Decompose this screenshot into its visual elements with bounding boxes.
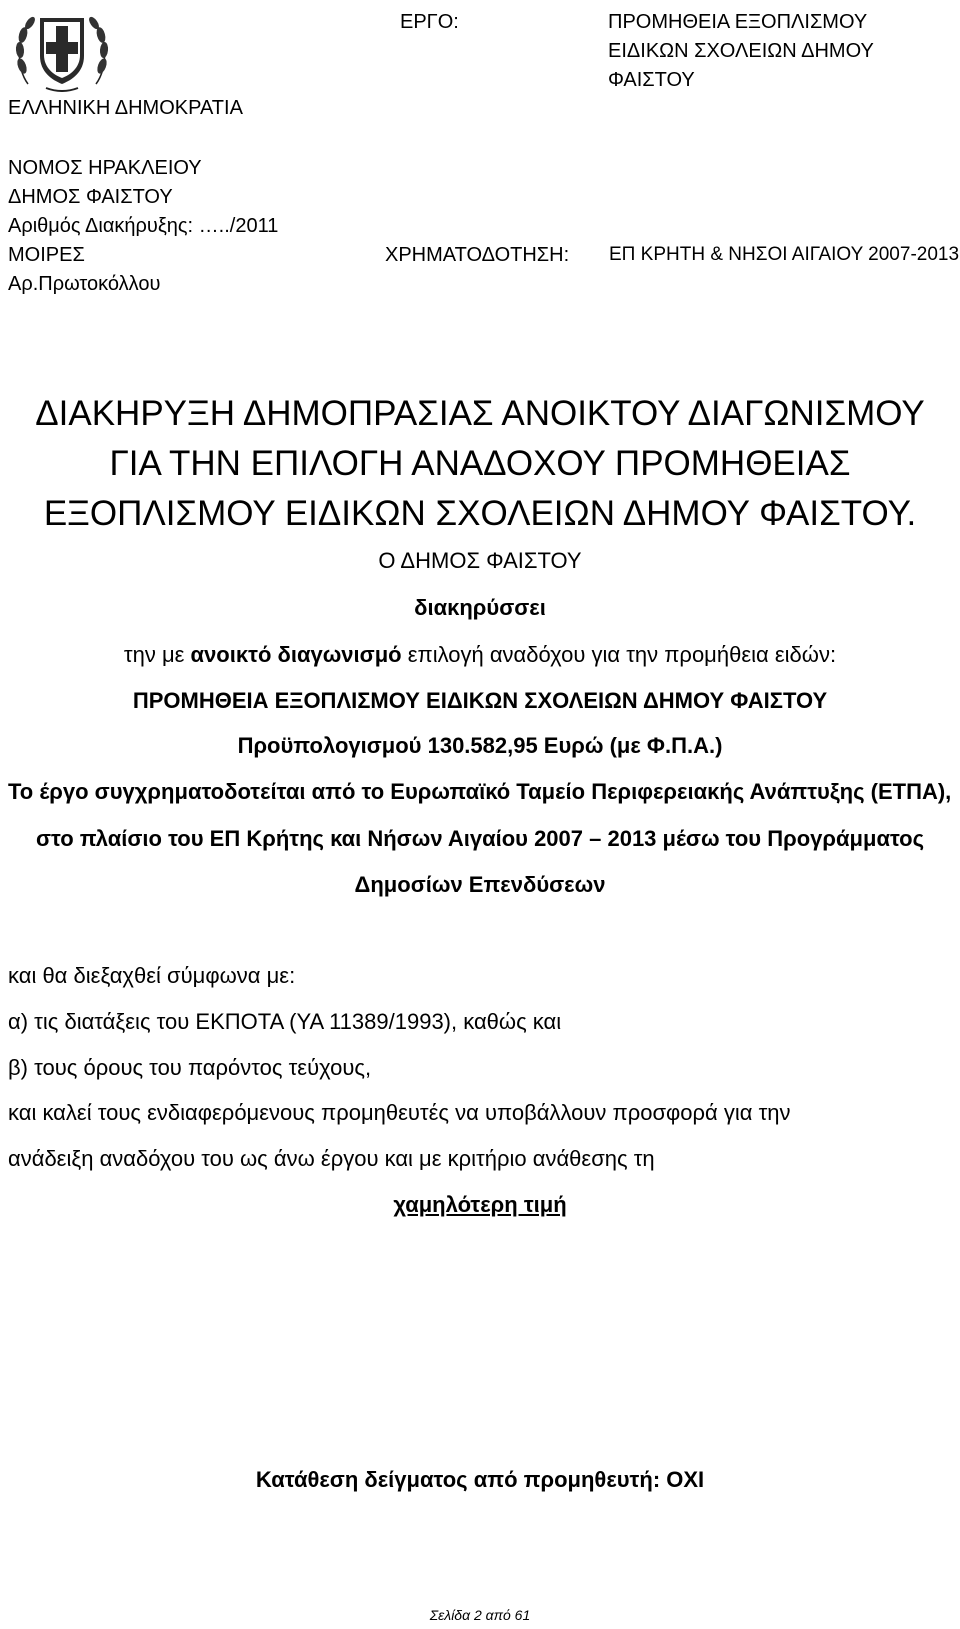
intro-post: επιλογή αναδόχου για την προμήθεια ειδών: <box>401 642 837 667</box>
funding-label: ΧΡΗΜΑΤΟΔΟΤΗΣΗ: <box>385 244 570 266</box>
issuer: Ο ΔΗΜΟΣ ΦΑΙΣΤΟΥ <box>378 548 582 573</box>
page-number: Σελίδα 2 από 61 <box>429 1607 531 1623</box>
title-line-3: ΕΞΟΠΛΙΣΜΟΥ ΕΙΔΙΚΩΝ ΣΧΟΛΕΙΩΝ ΔΗΜΟΥ ΦΑΙΣΤΟΥ. <box>43 494 917 533</box>
cofunding-line-1: Το έργο συγχρηματοδοτείται από το Ευρωπαϊκό Ταμείο Περιφερειακής Ανάπτυξης (ΕΤΠΑ), <box>8 779 952 804</box>
title-line-2: ΓΙΑ ΤΗΝ ΕΠΙΛΟΓΗ ΑΝΑΔΟΧΟΥ ΠΡΟΜΗΘΕΙΑΣ <box>109 444 851 483</box>
intro-text <box>0 640 960 669</box>
item-b: β) τους όρους του παρόντος τεύχους, <box>8 1055 372 1080</box>
budget: Προϋπολογισμού 130.582,95 Ευρώ (με Φ.Π.Α.) <box>237 733 723 758</box>
invite-line-1: και καλεί τους ενδιαφερόμενους προμηθευτές να υποβάλλουν προσφορά για την <box>8 1100 791 1125</box>
project-line-1: ΠΡΟΜΗΘΕΙΑ ΕΞΟΠΛΙΣΜΟΥ <box>608 11 868 33</box>
place-name: ΜΟΙΡΕΣ <box>8 244 85 266</box>
prefecture-name: ΝΟΜΟΣ ΗΡΑΚΛΕΙΟΥ <box>8 157 202 179</box>
project-line-2: ΕΙΔΙΚΩΝ ΣΧΟΛΕΙΩΝ ΔΗΜΟΥ <box>608 40 874 62</box>
protocol-number: Αρ.Πρωτοκόλλου <box>8 273 161 295</box>
supply-title: ΠΡΟΜΗΘΕΙΑ ΕΞΟΠΛΙΣΜΟΥ ΕΙΔΙΚΩΝ ΣΧΟΛΕΙΩΝ ΔΗΜΟΥ ΦΑΙΣΤΟΥ <box>132 688 828 713</box>
municipality-name: ΔΗΜΟΣ ΦΑΙΣΤΟΥ <box>8 186 173 208</box>
cofunding-line-2: στο πλαίσιο του ΕΠ Κρήτης και Νήσων Αιγαίου 2007 – 2013 μέσω του Προγράμματος <box>35 826 925 851</box>
funding-value: ΕΠ ΚΡΗΤΗ & ΝΗΣΟΙ ΑΙΓΑΙΟΥ 2007-2013 <box>609 244 960 265</box>
notice-number: Αριθμός Διακήρυξης: …../2011 <box>8 215 279 237</box>
intro-pre: την με <box>123 642 191 667</box>
project-line-3: ΦΑΙΣΤΟΥ <box>608 69 695 91</box>
country-name: ΕΛΛΗΝΙΚΗ ΔΗΜΟΚΡΑΤΙΑ <box>8 97 243 119</box>
item-a: α) τις διατάξεις του ΕΚΠΟΤΑ (ΥΑ 11389/1993), καθώς και <box>8 1009 562 1034</box>
coat-of-arms-icon <box>10 4 114 92</box>
cofunding-line-3: Δημοσίων Επενδύσεων <box>354 872 606 897</box>
sample-requirement: Κατάθεση δείγματος από προμηθευτή: ΟΧΙ <box>255 1467 705 1492</box>
title-line-1: ΔΙΑΚΗΡΥΞΗ ΔΗΜΟΠΡΑΣΙΑΣ ΑΝΟΙΚΤΟΥ ΔΙΑΓΩΝΙΣΜΟΥ <box>35 394 925 433</box>
proclaims: διακηρύσσει <box>414 595 546 620</box>
invite-line-2: ανάδειξη αναδόχου του ως άνω έργου και με κριτήριο ανάθεσης τη <box>8 1146 655 1171</box>
conducted-intro: και θα διεξαχθεί σύμφωνα με: <box>8 963 296 988</box>
intro-bold: ανοικτό διαγωνισμό <box>190 642 402 667</box>
award-criterion: χαμηλότερη τιμή <box>393 1192 567 1217</box>
project-label: ΕΡΓΟ: <box>400 11 459 33</box>
